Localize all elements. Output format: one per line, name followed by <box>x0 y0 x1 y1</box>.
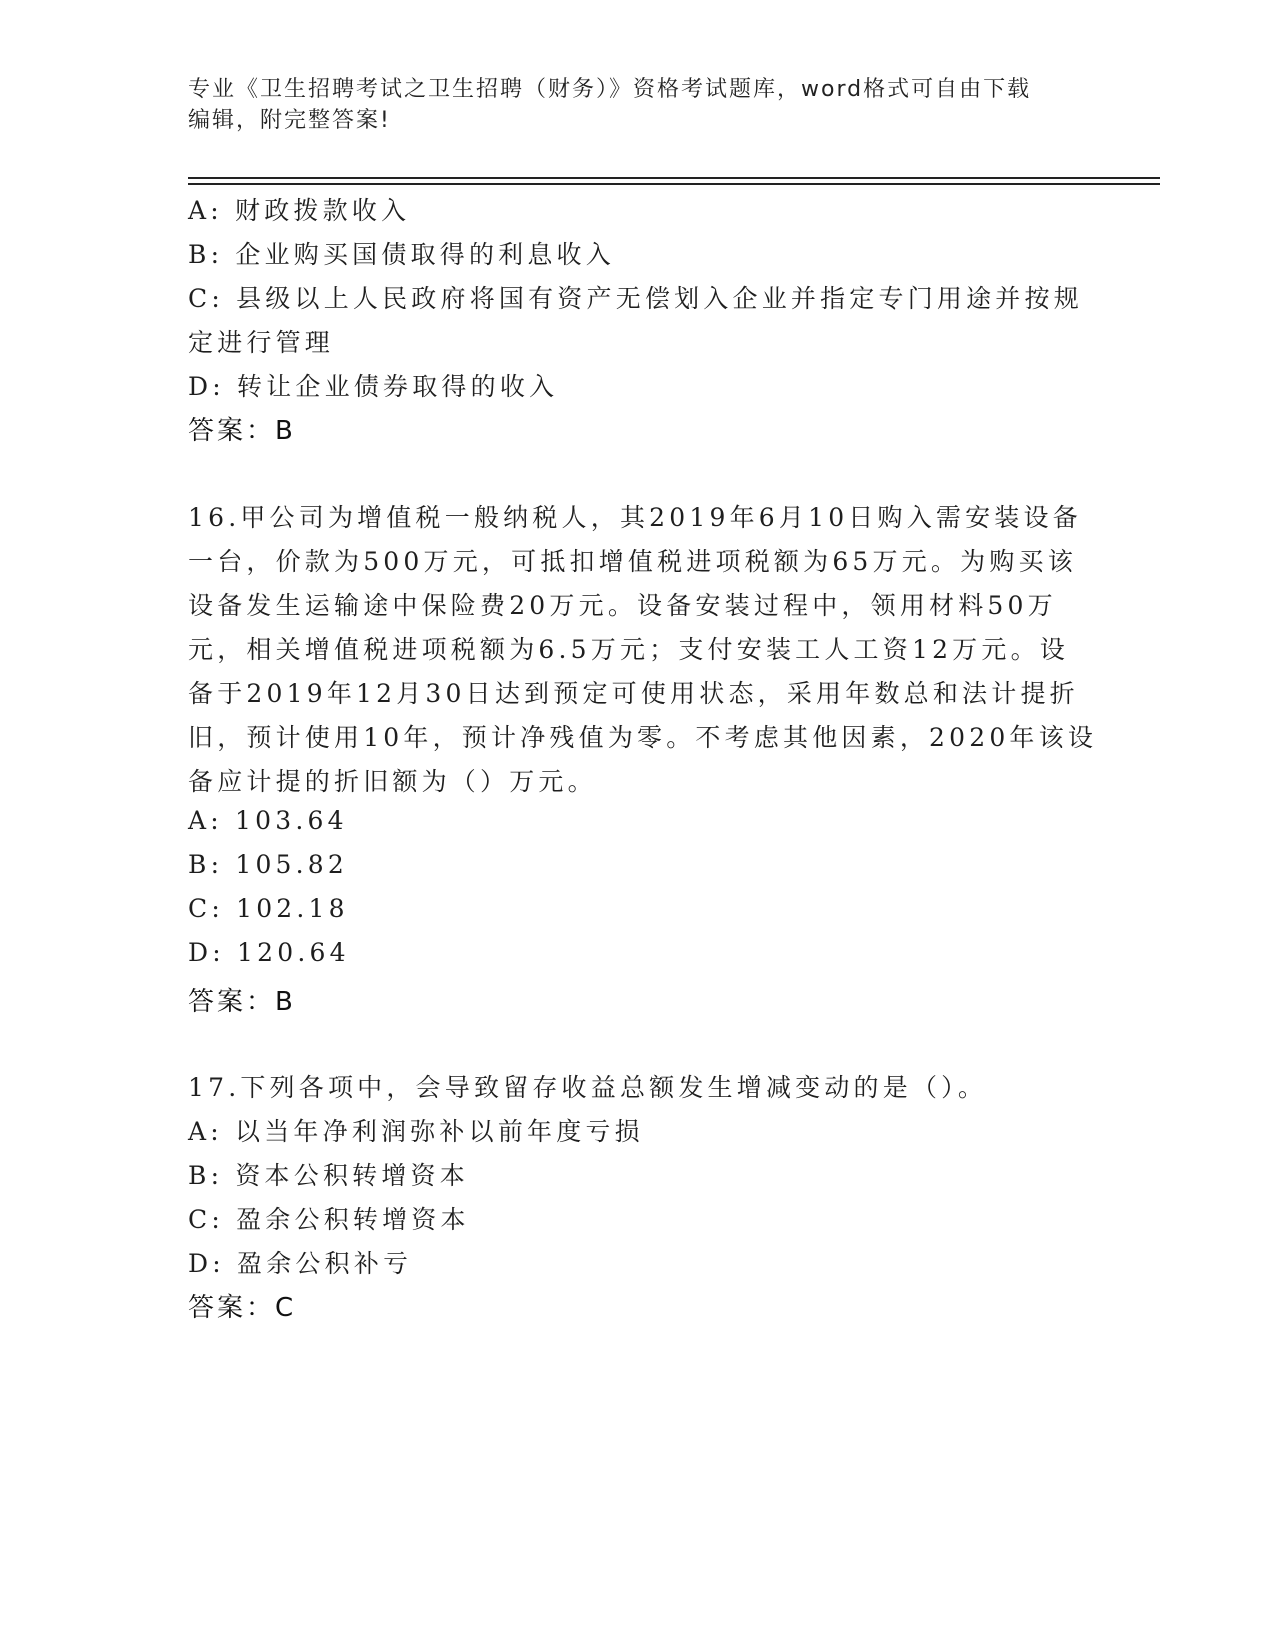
q15-option-a: A: 财政拨款收入 <box>188 196 411 225</box>
q16-option-a: A: 103.64 <box>188 806 348 835</box>
q16-stem-line: 一台，价款为500万元，可抵扣增值税进项税额为65万元。为购买该 <box>188 547 1077 576</box>
q17-stem: 17.下列各项中，会导致留存收益总额发生增减变动的是（）。 <box>188 1073 988 1102</box>
q15-option-c-cont: 定进行管理 <box>188 328 335 357</box>
q15-answer: 答案：B <box>188 416 296 446</box>
header-divider-bottom <box>188 183 1160 185</box>
q16-option-c: C: 102.18 <box>188 894 349 923</box>
q17-option-c: C: 盈余公积转增资本 <box>188 1205 470 1234</box>
q16-answer: 答案：B <box>188 987 296 1017</box>
q17-answer: 答案：C <box>188 1293 297 1323</box>
q15-option-b: B: 企业购买国债取得的利息收入 <box>188 240 615 269</box>
header-line-1: 专业《卫生招聘考试之卫生招聘（财务）》资格考试题库，word格式可自由下载 <box>188 77 1032 102</box>
q17-option-a: A: 以当年净利润弥补以前年度亏损 <box>188 1117 644 1146</box>
q16-stem-line: 设备发生运输途中保险费20万元。设备安装过程中，领用材料50万 <box>188 591 1057 620</box>
q16-stem-line: 备应计提的折旧额为（）万元。 <box>188 767 597 796</box>
q17-option-b: B: 资本公积转增资本 <box>188 1161 469 1190</box>
q16-stem-line: 16.甲公司为增值税一般纳税人，其2019年6月10日购入需安装设备 <box>188 503 1082 532</box>
document-header <box>188 74 1068 136</box>
q15-option-c: C: 县级以上人民政府将国有资产无偿划入企业并指定专门用途并按规 <box>188 284 1083 313</box>
q16-stem-line: 备于2019年12月30日达到预定可使用状态，采用年数总和法计提折 <box>188 679 1079 708</box>
header-divider-top <box>188 177 1160 179</box>
q16-option-b: B: 105.82 <box>188 850 349 879</box>
header-line-2: 编辑，附完整答案! <box>188 108 391 133</box>
q16-option-d: D: 120.64 <box>188 938 350 967</box>
q16-stem-line: 元，相关增值税进项税额为6.5万元；支付安装工人工资12万元。设 <box>188 635 1069 664</box>
q15-option-d: D: 转让企业债券取得的收入 <box>188 372 559 401</box>
q16-stem-line: 旧，预计使用10年，预计净残值为零。不考虑其他因素，2020年该设 <box>188 723 1098 752</box>
q17-option-d: D: 盈余公积补亏 <box>188 1249 413 1278</box>
